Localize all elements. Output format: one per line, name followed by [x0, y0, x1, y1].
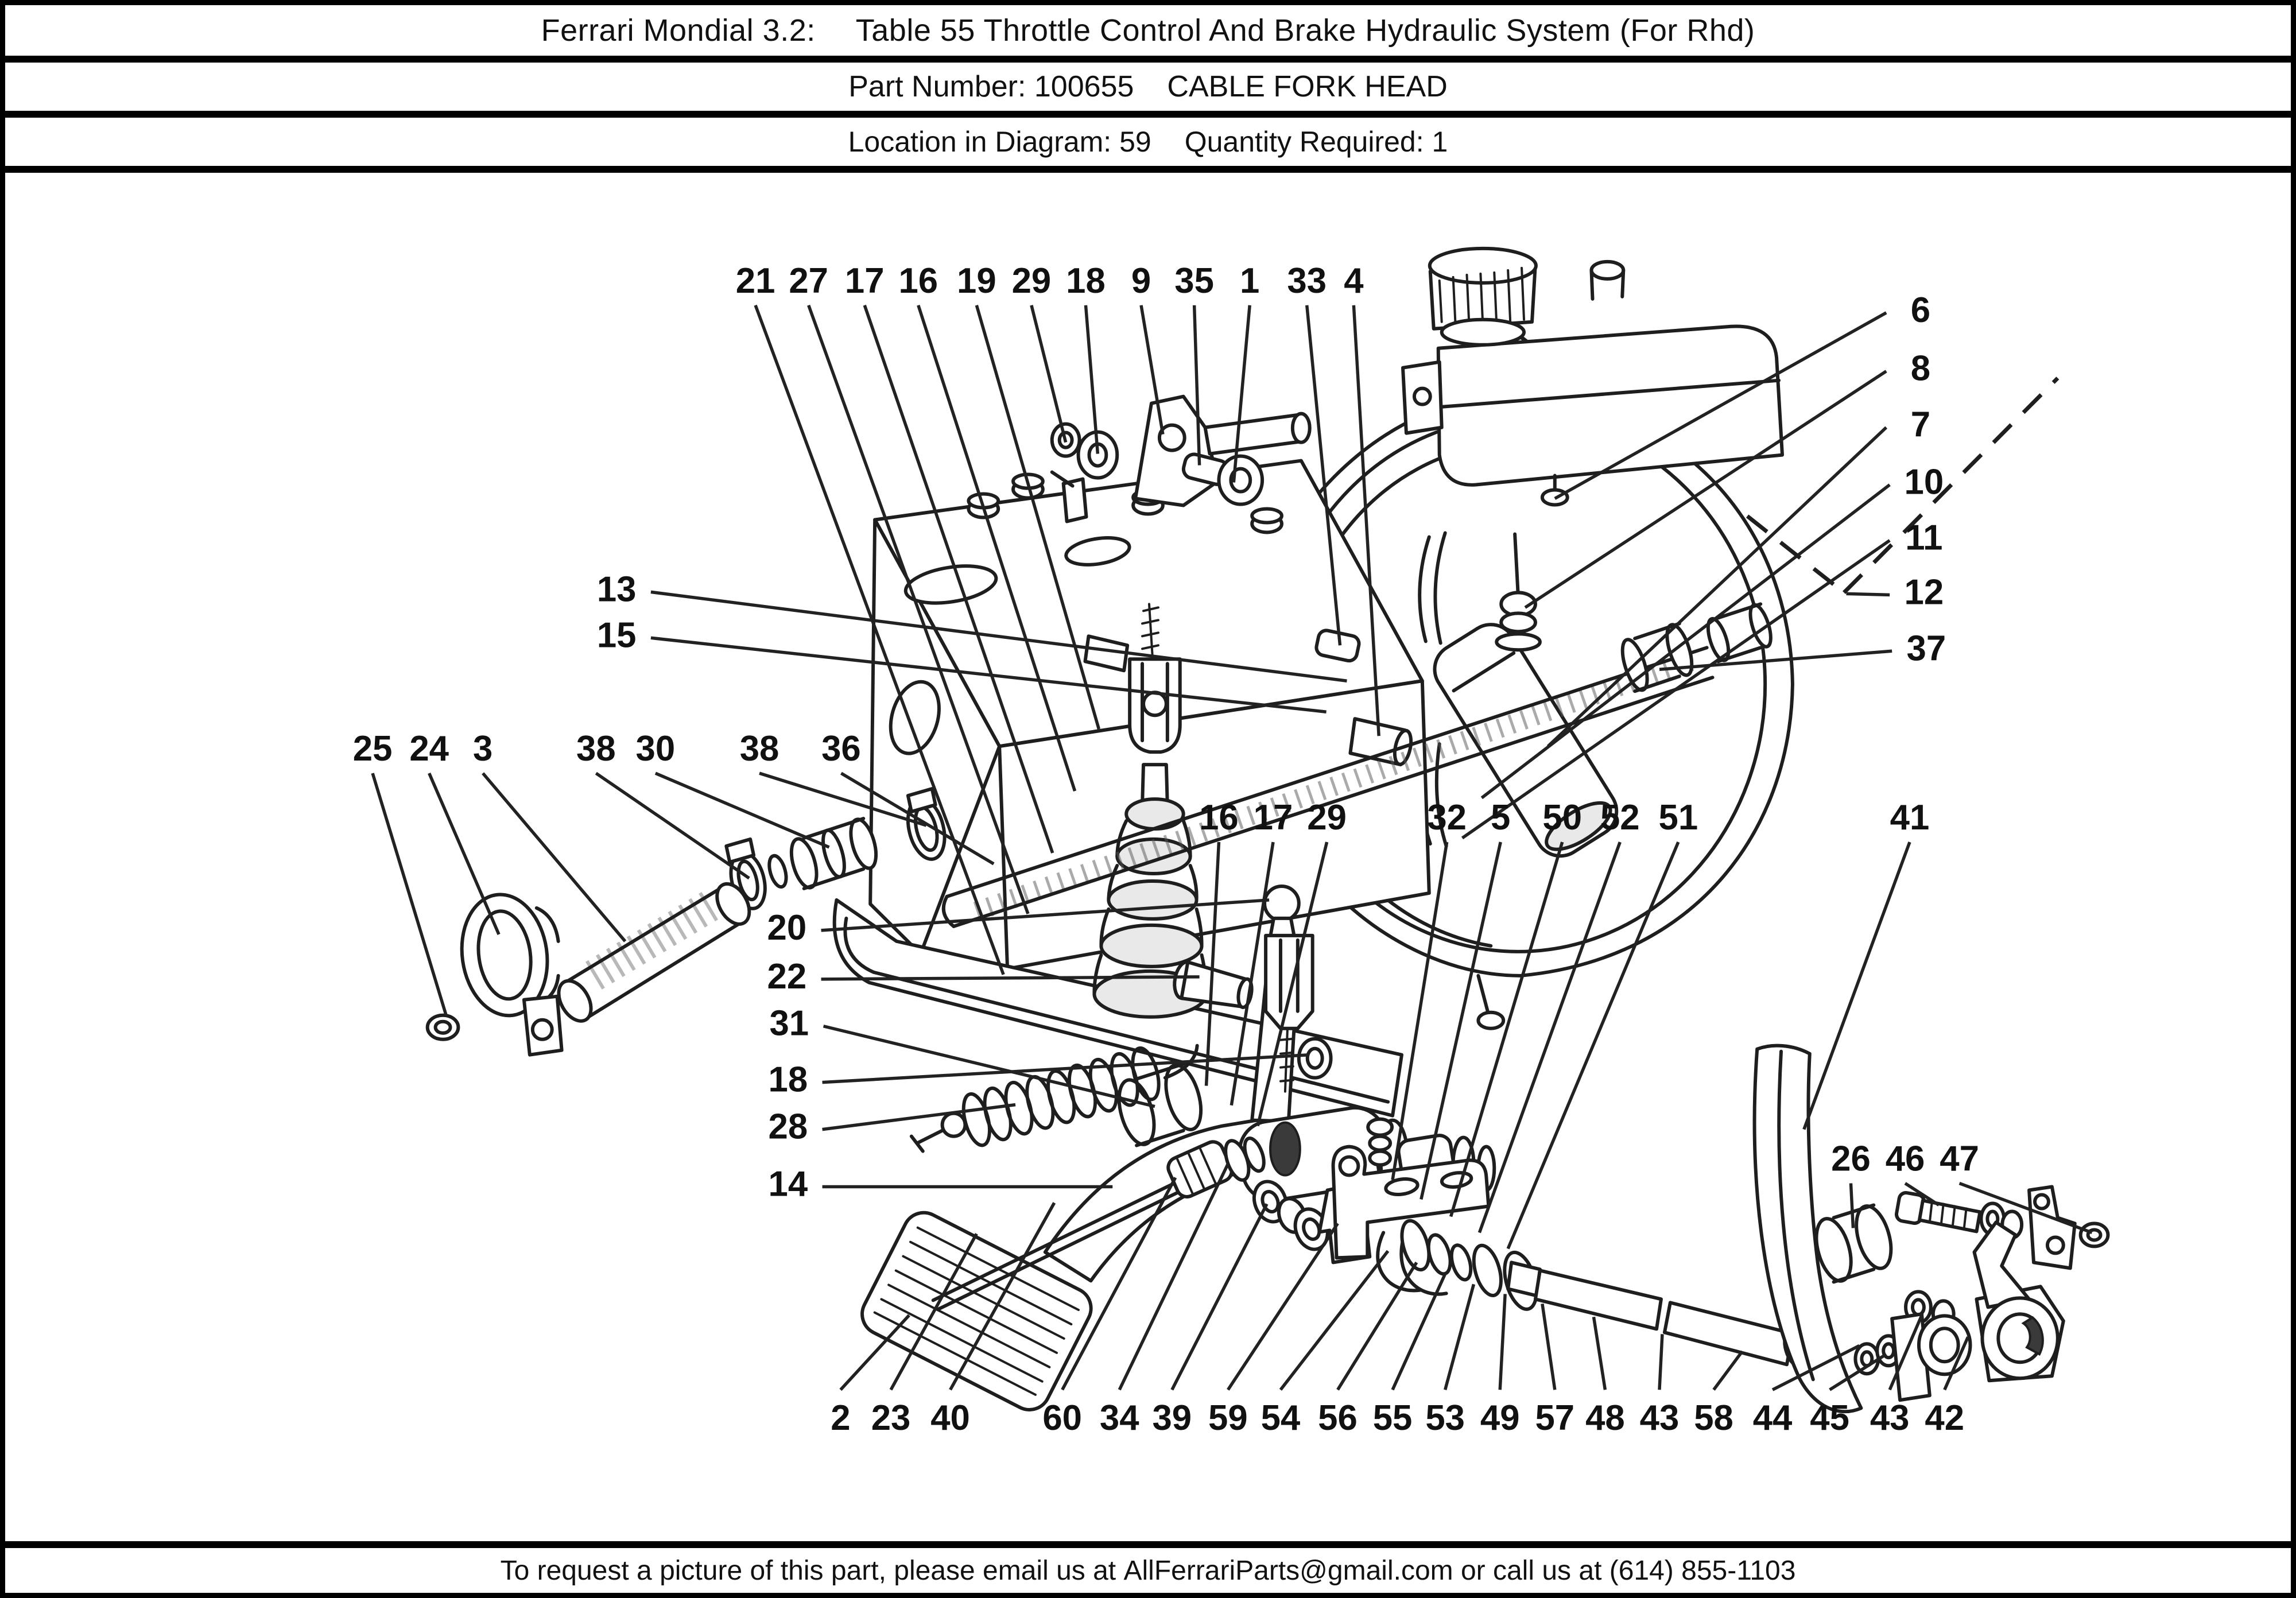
leader-line-41: [1804, 842, 1910, 1130]
callout-number-55: 55: [1372, 1398, 1413, 1438]
location-quantity-row: [5, 118, 2291, 166]
leader-line-56: [1338, 1262, 1417, 1390]
callout-number-48: 48: [1585, 1398, 1625, 1438]
callout-number-50: 50: [1542, 797, 1583, 838]
callout-number-31: 31: [769, 1003, 809, 1044]
callout-number-22: 22: [767, 956, 807, 996]
leader-line-58: [1714, 1351, 1743, 1390]
footer-contact: [5, 1548, 2291, 1593]
callout-number-53: 53: [1425, 1398, 1465, 1438]
callout-number-1: 1: [1240, 261, 1260, 301]
fluid-reservoir: [1403, 249, 1782, 505]
callout-number-32: 32: [1427, 797, 1467, 838]
callout-number-58: 58: [1694, 1398, 1733, 1438]
callout-29: [1012, 261, 1066, 443]
callout-number-17: 17: [1253, 797, 1293, 838]
callout-number-13: 13: [596, 569, 637, 610]
callout-number-25: 25: [352, 729, 393, 769]
callout-number-43: 43: [1870, 1398, 1910, 1438]
callout-number-56: 56: [1318, 1398, 1358, 1438]
callout-number-8: 8: [1910, 348, 1931, 389]
callout-41: [1804, 798, 1929, 1130]
callout-number-17: 17: [844, 261, 885, 301]
callout-57: [1535, 1304, 1574, 1438]
callout-number-40: 40: [930, 1398, 970, 1438]
divider-1: [5, 56, 2291, 63]
callout-number-37: 37: [1906, 629, 1946, 669]
accelerator-pedal-assembly: [1755, 1046, 2108, 1412]
leader-line-12: [1847, 594, 1890, 595]
leader-line-30: [656, 773, 829, 847]
callout-number-49: 49: [1480, 1398, 1520, 1438]
callout-number-3: 3: [473, 729, 493, 769]
callout-number-24: 24: [409, 729, 449, 769]
exploded-parts-diagram: [5, 173, 2291, 1541]
location-value: 59: [1119, 126, 1151, 158]
title-main: Table 55 Throttle Control And Brake Hydraulic System (For Rhd): [855, 13, 1755, 48]
throttle-rod: [1508, 1262, 1806, 1367]
callout-number-19: 19: [957, 261, 996, 301]
part-number-label: Part Number:: [848, 70, 1026, 103]
divider-footer: [5, 1541, 2291, 1548]
leader-line-26: [1851, 1184, 1853, 1228]
callout-number-38: 38: [739, 729, 779, 769]
callout-number-28: 28: [768, 1107, 808, 1147]
callout-43: [1640, 1334, 1680, 1438]
callout-9: [1131, 261, 1163, 435]
footer-text-before-email: To request a picture of this part, please email us at: [500, 1555, 1124, 1586]
callout-number-34: 34: [1099, 1398, 1139, 1438]
callout-number-39: 39: [1152, 1398, 1192, 1438]
callout-number-30: 30: [635, 729, 676, 769]
callout-number-52: 52: [1600, 797, 1640, 838]
callout-number-35: 35: [1174, 261, 1214, 301]
leader-line-54: [1281, 1251, 1388, 1390]
callout-58: [1694, 1351, 1742, 1438]
part-number-value: 100655: [1034, 70, 1134, 103]
callout-number-47: 47: [1940, 1139, 1979, 1179]
callout-number-21: 21: [735, 261, 775, 301]
diagram-svg: [5, 173, 2291, 1541]
callout-25: [353, 729, 447, 1016]
callout-number-36: 36: [821, 729, 861, 769]
callout-number-29: 29: [1011, 261, 1052, 301]
part-number-row: [5, 63, 2291, 111]
divider-3: [5, 166, 2291, 173]
callout-number-12: 12: [1904, 572, 1944, 612]
callout-number-7: 7: [1910, 405, 1931, 445]
title-prefix: Ferrari Mondial 3.2:: [541, 13, 816, 48]
callout-number-38: 38: [576, 729, 616, 769]
callout-number-23: 23: [871, 1398, 911, 1438]
leader-line-38: [596, 773, 749, 878]
leader-line-48: [1593, 1317, 1605, 1390]
quantity-value: 1: [1432, 126, 1448, 158]
callout-48: [1585, 1317, 1625, 1438]
quantity-label: Quantity Required:: [1184, 126, 1424, 158]
accel-mount-bracket: [2029, 1187, 2108, 1269]
callout-number-51: 51: [1658, 797, 1698, 838]
callout-30: [636, 729, 829, 847]
callout-number-4: 4: [1344, 261, 1364, 301]
page-title: [5, 5, 2291, 56]
leader-line-39: [1172, 1204, 1267, 1390]
callout-number-2: 2: [831, 1398, 851, 1438]
leader-line-57: [1542, 1304, 1555, 1390]
callout-number-46: 46: [1885, 1139, 1925, 1179]
callout-number-42: 42: [1925, 1398, 1965, 1438]
callout-number-41: 41: [1890, 797, 1930, 838]
callout-number-54: 54: [1261, 1398, 1301, 1438]
callout-number-9: 9: [1131, 261, 1151, 301]
callout-number-15: 15: [596, 615, 637, 656]
leader-line-24: [429, 773, 499, 934]
callout-number-45: 45: [1810, 1398, 1849, 1438]
callout-number-18: 18: [1066, 261, 1106, 301]
email-link[interactable]: AllFerrariParts@gmail.com: [1123, 1555, 1453, 1586]
callout-number-16: 16: [1199, 797, 1239, 838]
callout-14: [769, 1164, 1113, 1204]
callout-53: [1425, 1284, 1473, 1438]
callout-number-27: 27: [789, 261, 829, 301]
location-label: Location in Diagram:: [848, 126, 1112, 158]
callout-number-43: 43: [1639, 1398, 1680, 1438]
leader-line-49: [1500, 1294, 1505, 1390]
accel-lower-mount: [1855, 1291, 1970, 1400]
callout-number-44: 44: [1752, 1398, 1793, 1438]
callout-number-29: 29: [1307, 797, 1347, 838]
callout-number-60: 60: [1042, 1398, 1083, 1438]
callout-number-57: 57: [1535, 1398, 1575, 1438]
part-name: CABLE FORK HEAD: [1167, 70, 1448, 103]
leader-line-25: [373, 773, 446, 1016]
footer-text-middle: or call us at: [1453, 1555, 1609, 1586]
callout-number-14: 14: [768, 1164, 808, 1204]
leader-line-29: [1031, 305, 1066, 443]
callout-number-26: 26: [1831, 1139, 1871, 1179]
bracket-stud-stack: [1368, 1119, 1392, 1171]
footer-phone: (614) 855-1103: [1609, 1555, 1796, 1586]
callout-number-16: 16: [898, 261, 938, 301]
callout-49: [1480, 1294, 1520, 1438]
callout-28: [769, 1105, 1016, 1147]
callout-number-33: 33: [1287, 261, 1327, 301]
callout-number-11: 11: [1905, 518, 1943, 558]
divider-2: [5, 111, 2291, 118]
leader-line-53: [1445, 1284, 1474, 1390]
callout-number-20: 20: [767, 907, 807, 948]
callout-number-18: 18: [768, 1060, 808, 1100]
callout-number-5: 5: [1491, 797, 1511, 838]
callout-number-59: 59: [1208, 1398, 1248, 1438]
cable-grommet-clamp: [454, 889, 561, 1055]
callout-number-10: 10: [1904, 462, 1944, 502]
callout-number-6: 6: [1910, 290, 1931, 330]
leader-line-43: [1659, 1334, 1662, 1390]
